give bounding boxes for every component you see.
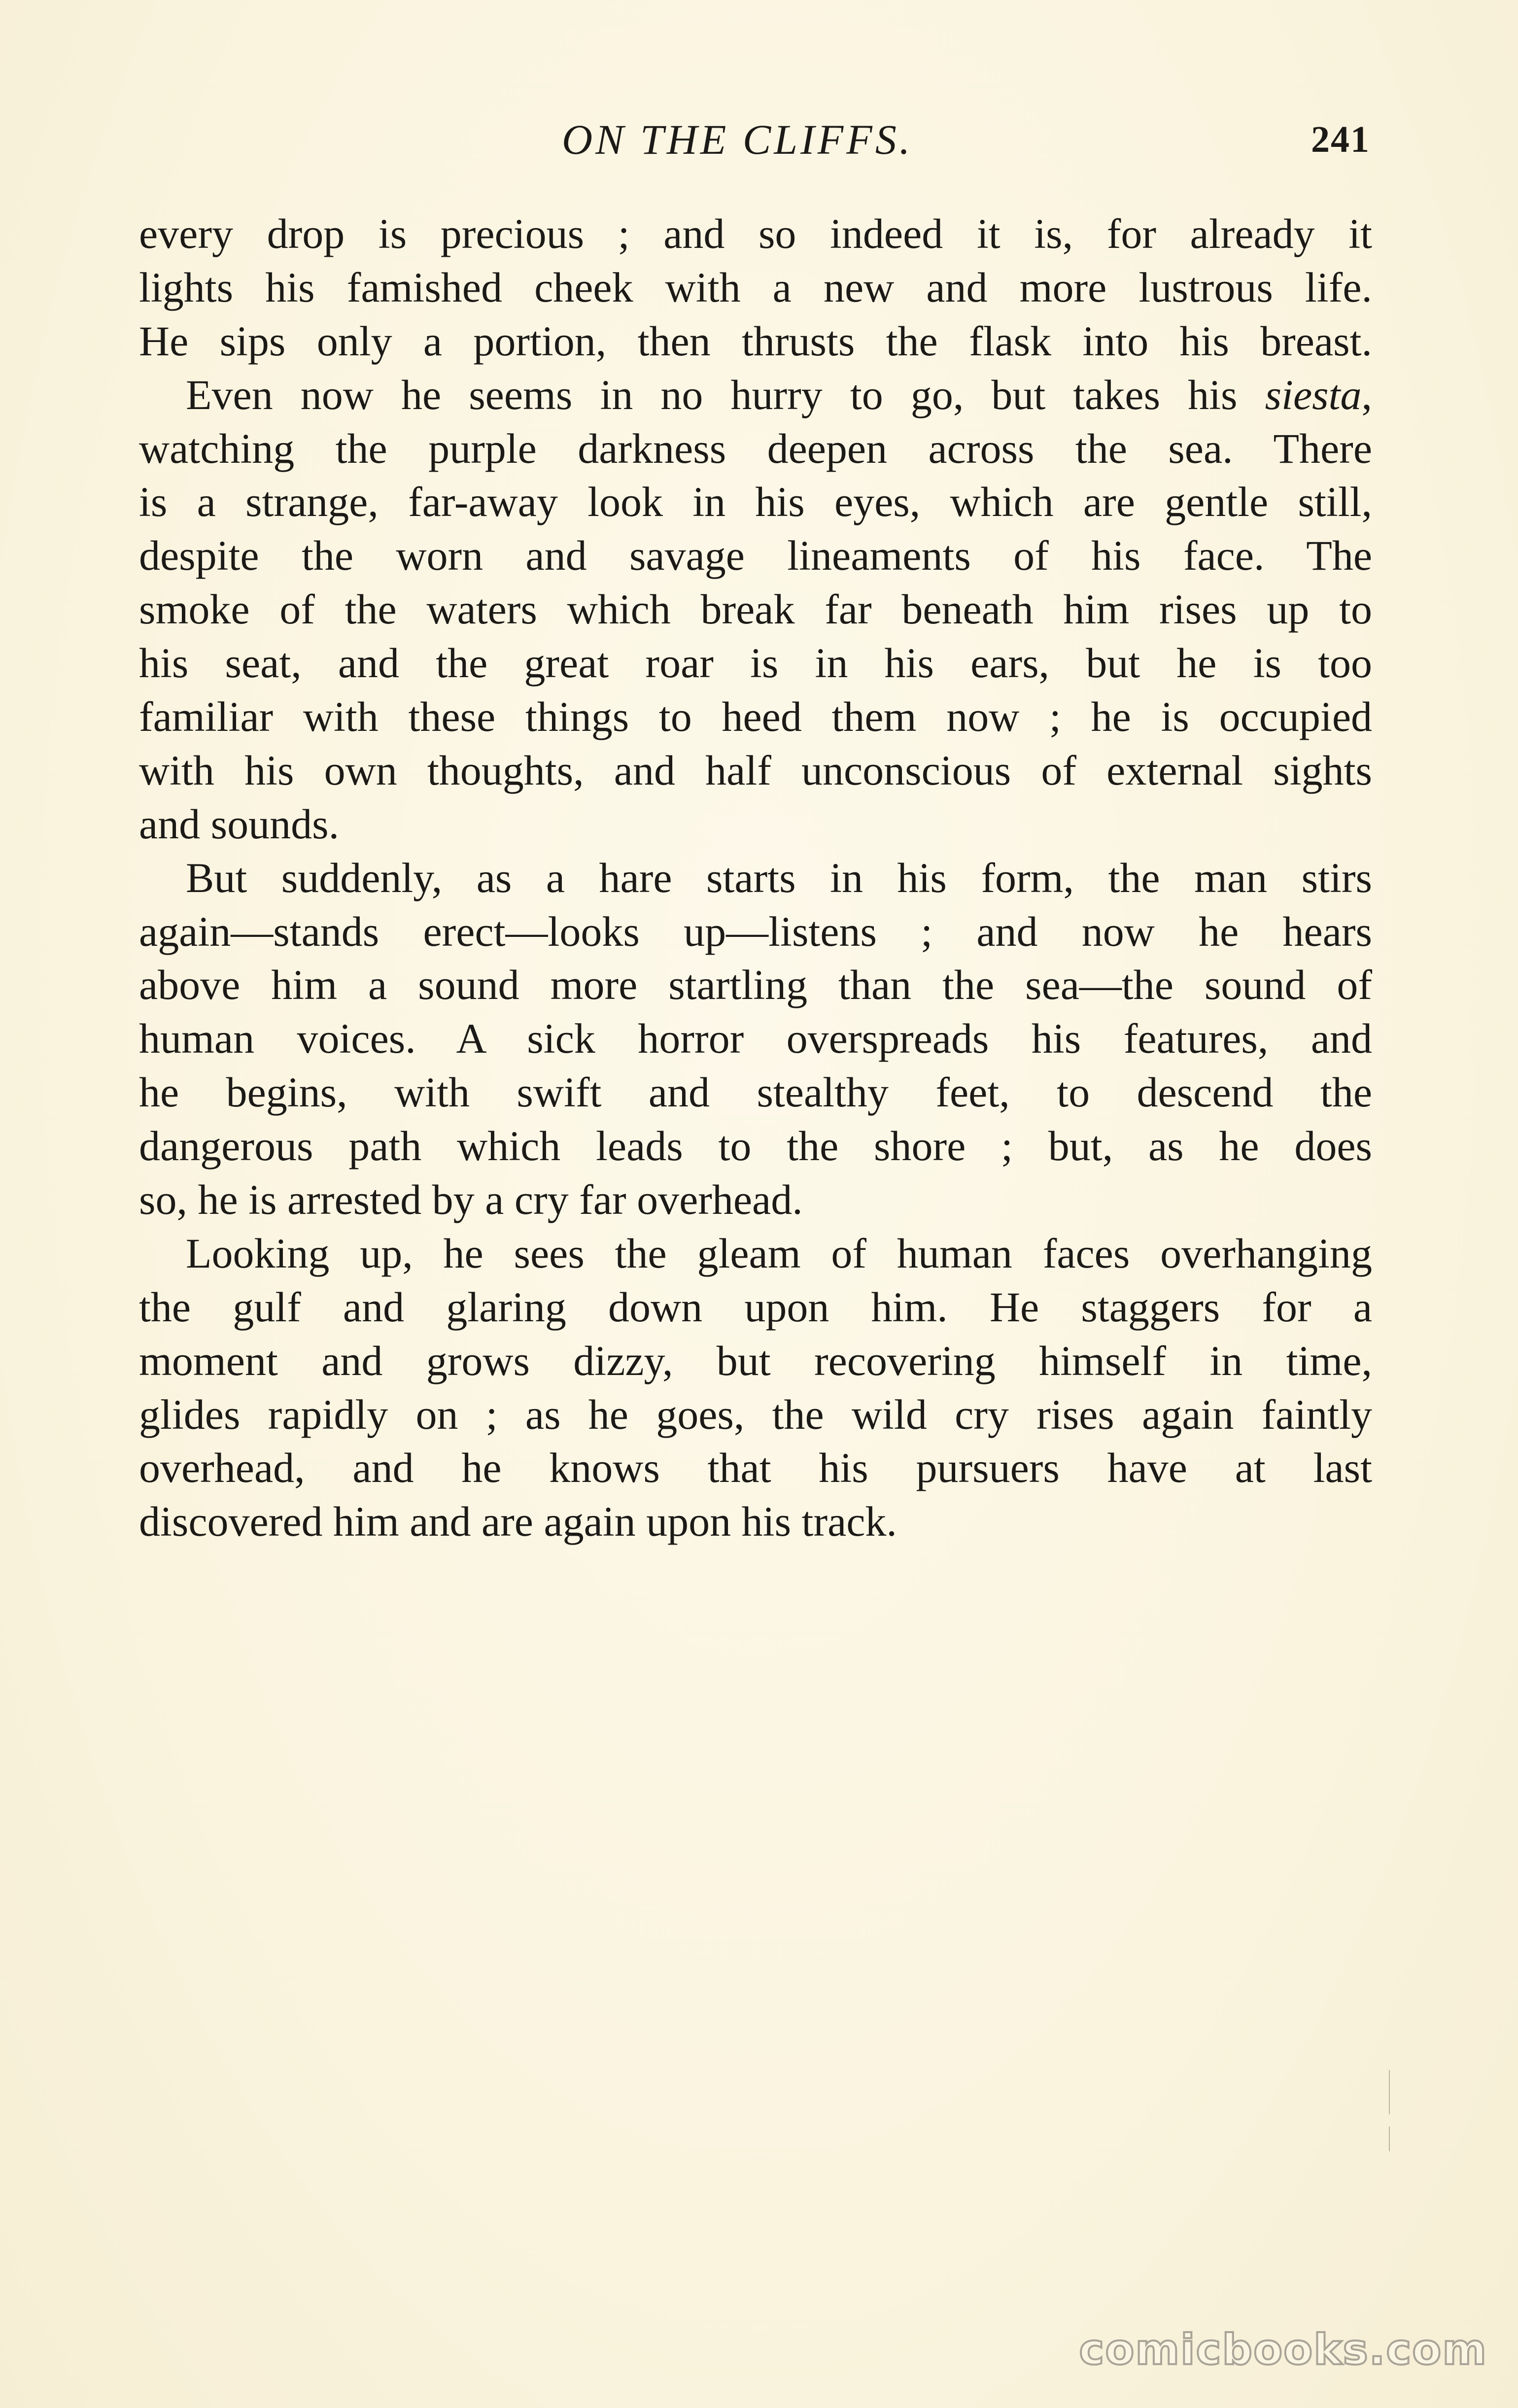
- text-line: glides rapidly on ; as he goes, the wild cry rises again faintly: [139, 1390, 1372, 1438]
- text-line: dangerous path which leads to the shore ; but, as he does: [139, 1122, 1372, 1170]
- running-title: ON THE CLIFFS.: [562, 116, 913, 163]
- text-line: moment and grows dizzy, but recovering himself in time,: [139, 1337, 1372, 1384]
- text-line: Even now he seems in no hurry to go, but takes his siesta,: [186, 371, 1372, 418]
- text-line: Looking up, he sees the gleam of human faces overhanging: [186, 1229, 1372, 1277]
- paragraph: [139, 851, 1372, 1227]
- text-line: is a strange, far-away look in his eyes, which are gentle still,: [139, 478, 1372, 526]
- paragraph: [139, 207, 1372, 368]
- page-number: 241: [1311, 119, 1370, 160]
- text-line: human voices. A sick horror overspreads his features, and: [139, 1015, 1372, 1063]
- text-line: lights his famished cheek with a new and more lustrous life.: [139, 263, 1372, 311]
- paragraph: [139, 368, 1372, 851]
- margin-mark: [1389, 2127, 1390, 2151]
- margin-mark: [1389, 2070, 1390, 2114]
- text-line: despite the worn and savage lineaments of his face. The: [139, 532, 1372, 580]
- text-line: familiar with these things to heed them now ; he is occupied: [139, 693, 1372, 741]
- paragraph: [139, 1227, 1372, 1548]
- text-line: and sounds.: [139, 800, 340, 848]
- text-line: discovered him and are again upon his track.: [139, 1498, 897, 1546]
- body-text: [139, 207, 1372, 1548]
- text-line: But suddenly, as a hare starts in his form, the man stirs: [186, 854, 1372, 901]
- text-line: smoke of the waters which break far beneath him rises up to: [139, 585, 1372, 633]
- watermark: comicbooks.com: [1079, 2325, 1487, 2374]
- text-line: overhead, and he knows that his pursuers have at last: [139, 1444, 1372, 1492]
- text-line: watching the purple darkness deepen across the sea. There: [139, 424, 1372, 472]
- text-line: so, he is arrested by a cry far overhead.: [139, 1176, 803, 1224]
- text-line: again—stands erect—looks up—listens ; and now he hears: [139, 907, 1372, 955]
- running-head: [0, 107, 1518, 172]
- text-line: above him a sound more startling than the sea—the sound of: [139, 961, 1372, 1009]
- text-line: he begins, with swift and stealthy feet, to descend the: [139, 1068, 1372, 1116]
- text-line: He sips only a portion, then thrusts the flask into his breast.: [139, 317, 1372, 365]
- text-line: with his own thoughts, and half unconscious of external sights: [139, 746, 1372, 794]
- text-line: his seat, and the great roar is in his ears, but he is too: [139, 639, 1372, 687]
- text-line: every drop is precious ; and so indeed it is, for already it: [139, 210, 1372, 257]
- text-line: the gulf and glaring down upon him. He staggers for a: [139, 1283, 1372, 1331]
